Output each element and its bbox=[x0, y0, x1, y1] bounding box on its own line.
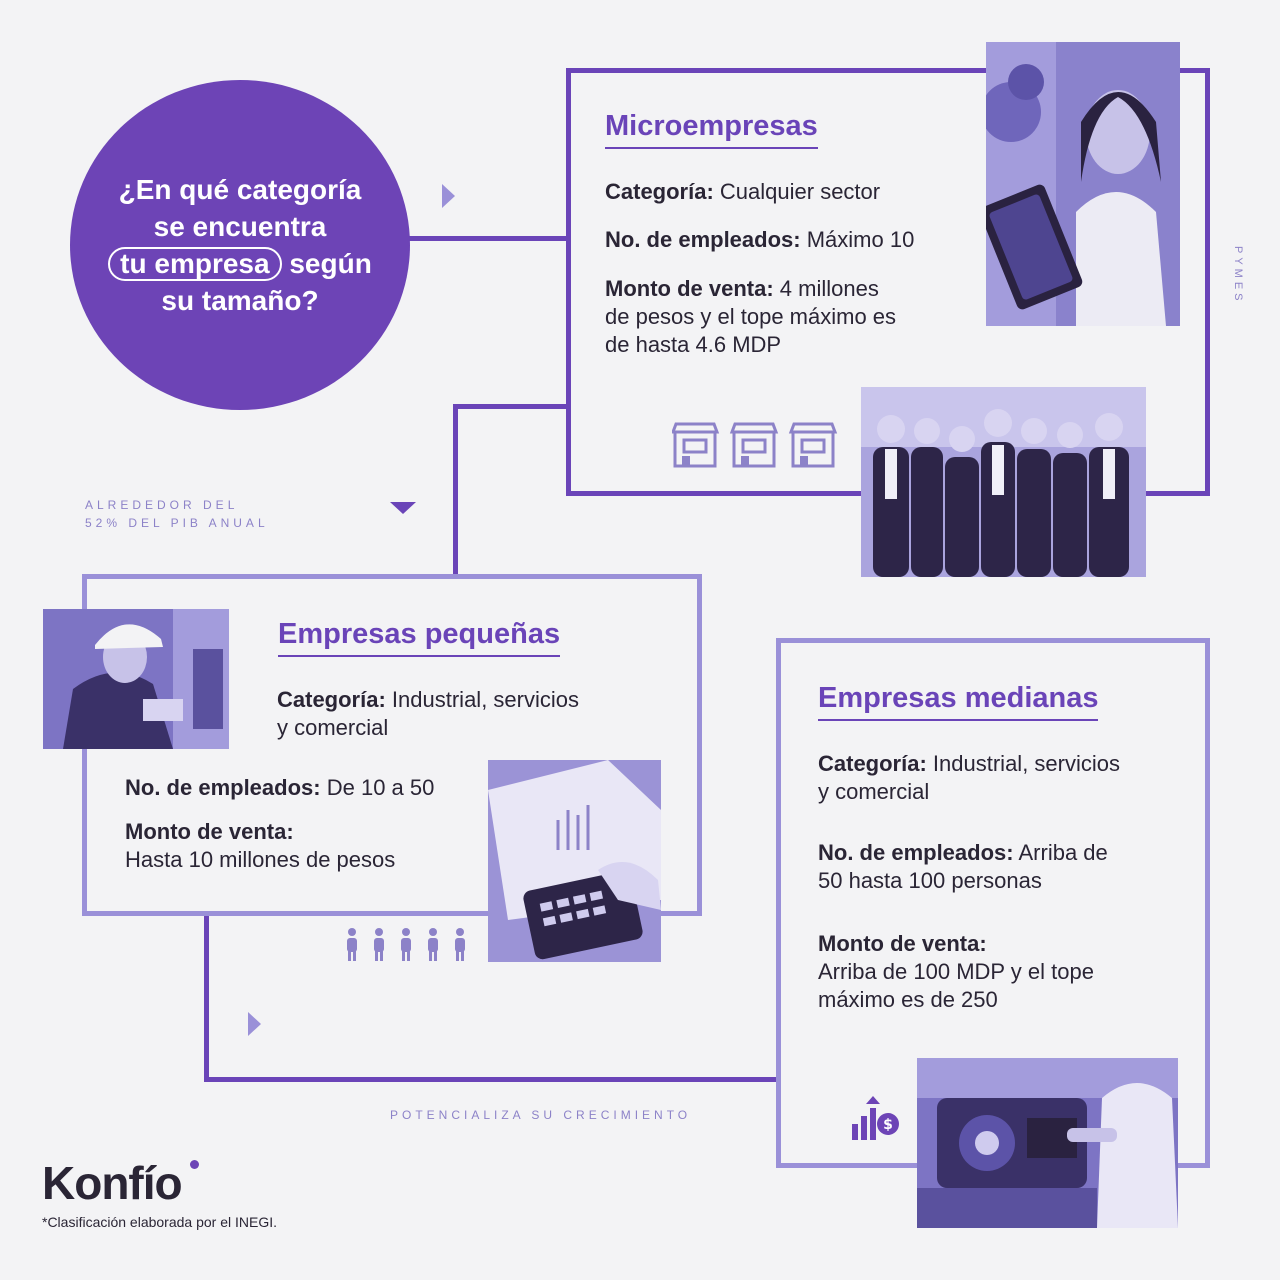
hero-circle bbox=[70, 80, 410, 410]
pib-label-line-1: ALREDEDOR DEL bbox=[85, 498, 239, 512]
hero-line-4: su tamaño? bbox=[161, 285, 319, 316]
store-icon bbox=[672, 422, 842, 470]
triangle-down-icon bbox=[390, 502, 416, 514]
person-icon bbox=[347, 928, 465, 961]
connector-to-medium bbox=[204, 1077, 779, 1082]
triangle-arrow-icon bbox=[442, 184, 455, 208]
hero-highlight-pill: tu empresa bbox=[108, 247, 281, 281]
footnote: *Clasificación elaborada por el INEGI. bbox=[42, 1214, 278, 1230]
medium-category bbox=[818, 750, 1188, 806]
medium-sales bbox=[818, 930, 1188, 1014]
connector-micro-down bbox=[453, 404, 568, 409]
pib-label-line-2: 52% DEL PIB ANUAL bbox=[85, 516, 269, 530]
medium-employees-line-1: Arriba de bbox=[1018, 840, 1108, 865]
medium-category-line-1: Industrial, servicios bbox=[932, 751, 1120, 776]
medium-title: Empresas medianas bbox=[818, 682, 1098, 721]
store-icons-group bbox=[672, 422, 842, 470]
medium-employees bbox=[818, 839, 1188, 895]
triangle-arrow-icon bbox=[248, 1012, 261, 1036]
small-category-line-2: y comercial bbox=[277, 715, 389, 740]
small-category-label: Categoría: bbox=[277, 687, 386, 712]
small-sales bbox=[125, 818, 395, 874]
pymes-vertical-label: PYMES bbox=[1232, 246, 1244, 305]
micro-photo-team bbox=[861, 387, 1146, 577]
micro-employees-label: No. de empleados: bbox=[605, 227, 801, 252]
micro-employees bbox=[605, 226, 914, 254]
hero-line-1: ¿En qué categoría bbox=[118, 174, 362, 205]
growth-label: POTENCIALIZA SU CRECIMIENTO bbox=[390, 1108, 692, 1122]
micro-title: Microempresas bbox=[605, 110, 818, 149]
micro-photo-woman-tablet bbox=[986, 42, 1180, 326]
medium-category-line-2: y comercial bbox=[818, 779, 930, 804]
growth-dollar-icon bbox=[852, 1096, 900, 1142]
small-category-line-1: Industrial, servicios bbox=[391, 687, 579, 712]
logo-dot bbox=[190, 1160, 199, 1169]
micro-sales-line-2: de pesos y el tope máximo es bbox=[605, 304, 897, 329]
micro-sales-line-3: de hasta 4.6 MDP bbox=[605, 332, 782, 357]
small-employees-label: No. de empleados: bbox=[125, 775, 321, 800]
micro-employees-value: Máximo 10 bbox=[806, 227, 915, 252]
svg-text:$: $ bbox=[883, 1117, 893, 1133]
small-photo-calculator bbox=[488, 760, 661, 962]
micro-sales-line-1: 4 millones bbox=[779, 276, 879, 301]
medium-category-label: Categoría: bbox=[818, 751, 927, 776]
small-sales-value: Hasta 10 millones de pesos bbox=[125, 847, 396, 872]
konfio-logo: Konfío bbox=[42, 1157, 182, 1209]
medium-sales-line-2: máximo es de 250 bbox=[818, 987, 998, 1012]
connector-vertical-left bbox=[453, 404, 458, 576]
hero-line-3 bbox=[90, 245, 390, 282]
connector-hero-to-micro bbox=[400, 236, 570, 241]
hero-question bbox=[90, 171, 390, 319]
small-category bbox=[277, 686, 647, 742]
medium-photo-machinist bbox=[917, 1058, 1178, 1228]
small-sales-label: Monto de venta: bbox=[125, 819, 294, 844]
micro-sales bbox=[605, 275, 965, 359]
connector-small-down bbox=[204, 914, 209, 1082]
small-photo-worker bbox=[43, 609, 229, 749]
pib-label bbox=[85, 496, 269, 532]
micro-sales-label: Monto de venta: bbox=[605, 276, 774, 301]
small-title: Empresas pequeñas bbox=[278, 618, 560, 657]
medium-sales-label: Monto de venta: bbox=[818, 931, 987, 956]
small-employees-value: De 10 a 50 bbox=[326, 775, 435, 800]
micro-category-value: Cualquier sector bbox=[719, 179, 881, 204]
hero-line-3-rest: según bbox=[289, 248, 372, 279]
medium-sales-line-1: Arriba de 100 MDP y el tope bbox=[818, 959, 1094, 984]
medium-employees-line-2: 50 hasta 100 personas bbox=[818, 868, 1042, 893]
small-employees bbox=[125, 774, 434, 802]
micro-category bbox=[605, 178, 880, 206]
medium-employees-label: No. de empleados: bbox=[818, 840, 1014, 865]
people-icons-group bbox=[344, 928, 468, 962]
hero-line-2: se encuentra bbox=[153, 211, 327, 242]
micro-category-label: Categoría: bbox=[605, 179, 714, 204]
